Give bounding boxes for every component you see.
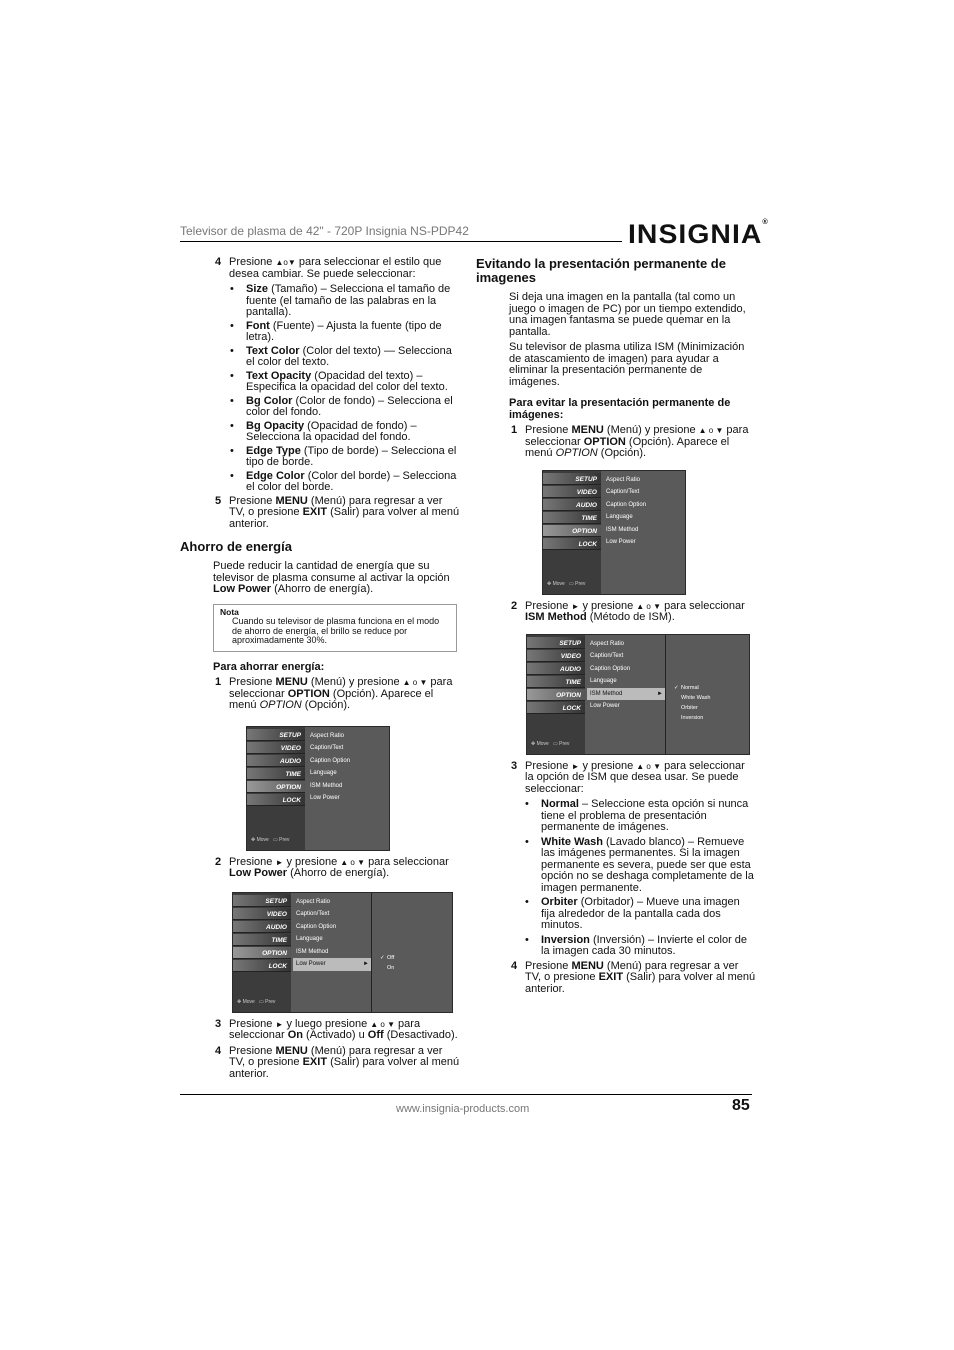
menu-item: Language — [296, 936, 323, 942]
footer-rule — [180, 1094, 752, 1095]
menu-item: Language — [310, 770, 337, 776]
menu-tab-lock: LOCK — [543, 538, 601, 550]
menu-tab-time: TIME — [543, 512, 601, 524]
menu-item: Aspect Ratio — [296, 898, 331, 905]
left-column — [180, 257, 460, 1084]
menu-tab-audio: AUDIO — [247, 755, 305, 767]
header-title: Televisor de plasma de 42" - 720P Insignia NS-PDP42 — [180, 224, 469, 238]
ism-options-list — [476, 799, 756, 958]
ism-step-1: 1 Presione MENU (Menú) y presione ▲ o ▼ para seleccionar OPTION (Opción). Aparece el menú OPTION (Opción). — [511, 424, 749, 459]
menu-item: ISM Method — [310, 782, 343, 789]
menu-items — [293, 896, 373, 971]
menu-footer: ✥ Move ▭ Prev — [547, 581, 586, 587]
option-menu-screenshot-2 — [542, 470, 686, 595]
menu-tab-time: TIME — [247, 768, 305, 780]
subheading-avoid: Para evitar la presentación permanente de imágenes: — [509, 397, 731, 421]
ism-step-2: 2 Presione ► y presione ▲ o ▼ para seleccionar ISM Method (Método de ISM). — [511, 599, 745, 623]
menu-item: Caption Option — [590, 665, 631, 672]
menu-items — [307, 730, 387, 805]
low-power-menu-screenshot — [232, 892, 453, 1013]
bullet-item: • Bg Opacity (Opacidad de fondo) – Selecciona la opacidad del fondo. — [230, 419, 417, 443]
note-box: Nota Cuando su televisor de plasma funciona en el modo de ahorro de energía, el brillo se reduce por aproximadamente 30%. — [213, 604, 457, 652]
menu-items — [587, 638, 667, 713]
heading-ism: Evitando la presentación permanente de imagenes — [476, 256, 726, 285]
bullet-item: • Bg Color (Color de fondo) – Selecciona el color del fondo. — [230, 394, 453, 418]
menu-footer: ✥ Move ▭ Prev — [251, 837, 290, 843]
submenu-option: Inversion — [681, 714, 704, 721]
menu-footer: ✥ Move ▭ Prev — [531, 741, 570, 747]
menu-tab-video: VIDEO — [247, 742, 305, 754]
bullet-item: • Orbiter (Orbitador) – Mueve una imagen fija alrededor de la pantalla cada dos minutos. — [525, 896, 740, 931]
energy-step-1: 1 Presione MENU (Menú) y presione ▲ o ▼ para seleccionar OPTION (Opción). Aparece el menú OPTION (Opción). — [215, 676, 453, 711]
energy-step-4: 4 Presione MENU (Menú) para regresar a ver TV, o presione EXIT (Salir) para volver al menú anterior. — [215, 1044, 460, 1080]
bullet-item: • Normal – Seleccione esta opción si nunca tiene el problema de presentación permanente de imágenes. — [525, 798, 749, 833]
bullet-item: • Size (Tamaño) – Selecciona el tamaño de fuente (el tamaño de las palabras en la pantalla). — [230, 283, 451, 318]
bullet-item: • Edge Type (Tipo de borde) – Selecciona el tipo de borde. — [230, 444, 457, 468]
ism-paragraph-1: Si deja una imagen en la pantalla (tal como un juego o imagen de PC) por un tiempo extendido, una imagen fantasma se puede quemar en la pantalla. — [509, 291, 746, 338]
menu-tab-lock: LOCK — [527, 702, 585, 714]
submenu-panel — [665, 635, 750, 754]
submenu-option: White Wash — [681, 694, 711, 701]
menu-item: Caption Option — [296, 923, 337, 930]
bullet-item: • Inversion (Inversión) – Invierte el color de la imagen cada 30 minutos. — [525, 933, 748, 957]
menu-item: Caption Option — [606, 501, 647, 508]
menu-item: Caption/Text — [590, 653, 624, 659]
menu-item: Caption/Text — [296, 911, 330, 917]
menu-tab-setup: SETUP — [247, 729, 305, 741]
menu-tab-option: OPTION — [233, 947, 291, 959]
insignia-logo: INSIGNIA® — [628, 219, 769, 249]
menu-item: Language — [590, 678, 617, 684]
menu-tab-video: VIDEO — [543, 486, 601, 498]
menu-item: Aspect Ratio — [606, 476, 641, 483]
menu-tab-setup: SETUP — [543, 473, 601, 485]
bullet-item: • Edge Color (Color del borde) – Selecciona el color del borde. — [230, 469, 457, 493]
energy-intro: Puede reducir la cantidad de energía que su televisor de plasma consume al activar la opción Low Power (Ahorro de energía). — [213, 560, 450, 595]
bullet-item: • White Wash (Lavado blanco) – Remueve las imágenes permanentes. Si la imagen permanente es severa, puede ser que esta opción no se deshaga completamente de la imagen permanente. — [525, 835, 754, 894]
menu-tab-video: VIDEO — [233, 908, 291, 920]
bullet-item: • Text Color (Color del texto) — Selecciona el color del texto. — [230, 344, 452, 368]
menu-tab-audio: AUDIO — [527, 663, 585, 675]
menu-item: Aspect Ratio — [310, 732, 345, 739]
menu-item: Low Power — [606, 539, 636, 545]
menu-item: Language — [606, 514, 633, 520]
ism-menu-screenshot — [526, 634, 750, 755]
footer-url: www.insignia-products.com — [396, 1103, 530, 1115]
menu-tab-lock: LOCK — [233, 960, 291, 972]
menu-item: ISM Method — [606, 526, 639, 533]
bullet-item: • Text Opacity (Opacidad del texto) – Especifica la opacidad del color del texto. — [230, 369, 448, 393]
menu-tab-option: OPTION — [527, 689, 585, 701]
menu-item: Caption/Text — [310, 745, 344, 751]
menu-item: Low Power — [590, 703, 620, 709]
menu-tab-video: VIDEO — [527, 650, 585, 662]
submenu-option: On — [387, 964, 395, 971]
header-rule — [180, 241, 622, 242]
page-number: 85 — [732, 1097, 750, 1114]
step-5-return: 5 Presione MENU (Menú) para regresar a ver TV, o presione EXIT (Salir) para volver al menú anterior. — [215, 494, 460, 530]
menu-tab-audio: AUDIO — [543, 499, 601, 511]
menu-tab-setup: SETUP — [527, 637, 585, 649]
menu-item: ISM Method ► — [587, 688, 667, 701]
menu-item: Caption/Text — [606, 489, 640, 495]
menu-item: Caption Option — [310, 757, 351, 764]
menu-tab-lock: LOCK — [247, 794, 305, 806]
submenu-option: ✓ Normal — [674, 684, 699, 691]
step-4-style: 4 Presione ▲o▼ para seleccionar el estilo que desea cambiar. Se puede seleccionar: — [215, 256, 442, 280]
energy-step-2: 2 Presione ► y presione ▲ o ▼ para seleccionar Low Power (Ahorro de energía). — [215, 855, 449, 879]
menu-tab-time: TIME — [527, 676, 585, 688]
submenu-panel — [371, 893, 453, 1012]
heading-energy: Ahorro de energía — [180, 539, 292, 554]
menu-item: Low Power ► — [293, 958, 373, 971]
ism-step-4: 4 Presione MENU (Menú) para regresar a ver TV, o presione EXIT (Salir) para volver al menú anterior. — [511, 959, 756, 995]
ism-paragraph-2: Su televisor de plasma utiliza ISM (Minimización de atascamiento de imagen) para ayudar a eliminar la presentación permanente de imágenes. — [509, 341, 745, 388]
right-column — [476, 257, 756, 999]
menu-tab-audio: AUDIO — [233, 921, 291, 933]
energy-step-3: 3 Presione ► y luego presione ▲ o ▼ para seleccionar On (Activado) u Off (Desactivado). — [215, 1017, 458, 1041]
menu-item: Low Power — [310, 795, 340, 801]
menu-tab-option: OPTION — [543, 525, 601, 537]
menu-items — [603, 474, 683, 549]
menu-item: ISM Method — [296, 948, 329, 955]
bullet-item: • Font (Fuente) – Ajusta la fuente (tipo de letra). — [230, 319, 442, 343]
submenu-option: Orbiter — [681, 704, 698, 711]
menu-item: Aspect Ratio — [590, 640, 625, 647]
style-options-list — [180, 284, 460, 494]
option-menu-screenshot — [246, 726, 390, 851]
menu-tab-option: OPTION — [247, 781, 305, 793]
ism-step-3: 3 Presione ► y presione ▲ o ▼ para seleccionar la opción de ISM que desea usar. Se puede seleccionar: — [511, 759, 745, 795]
menu-footer: ✥ Move ▭ Prev — [237, 999, 276, 1005]
menu-tab-setup: SETUP — [233, 895, 291, 907]
submenu-option: ✓ Off — [380, 954, 395, 961]
subheading-save-energy: Para ahorrar energía: — [213, 660, 325, 673]
menu-tab-time: TIME — [233, 934, 291, 946]
